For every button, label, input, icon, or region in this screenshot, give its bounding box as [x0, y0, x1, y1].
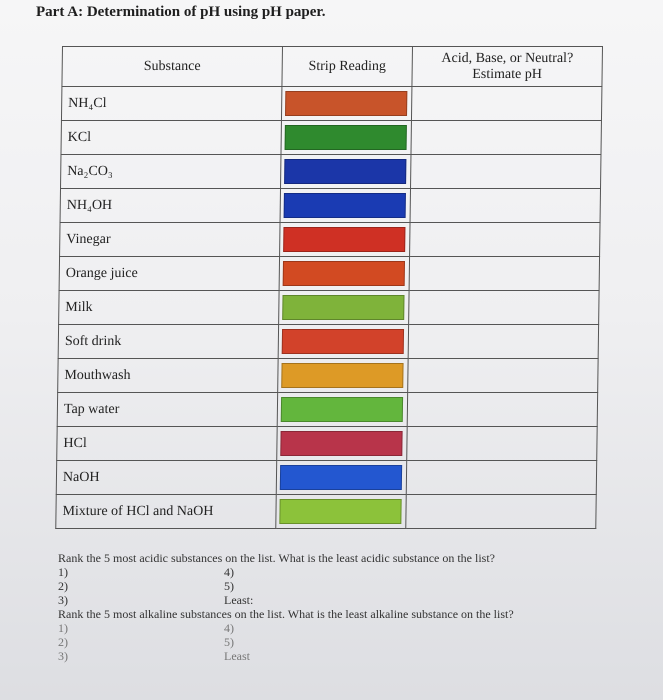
ph-table [55, 46, 603, 529]
ph-strip-swatch [281, 363, 403, 388]
acid-base-header-line1: Acid, Base, or Neutral? [441, 50, 574, 66]
acidic-slot-2: 2) [58, 579, 68, 593]
acidic-least: Least: [224, 593, 254, 607]
substance-cell: KCl [61, 121, 281, 155]
substance-cell: Mixture of HCl and NaOH [56, 495, 276, 529]
strip-reading-cell [281, 87, 411, 121]
table-row [60, 189, 600, 223]
strip-reading-cell [278, 359, 408, 393]
strip-reading-cell [277, 393, 407, 427]
acid-base-answer-cell[interactable] [409, 257, 599, 291]
alkaline-least: Least [224, 649, 250, 663]
acidic-slot-5: 5) [224, 579, 234, 593]
table-row [61, 87, 601, 121]
acidic-slot-3: 3) [58, 593, 68, 607]
acidic-slot-row-1 [58, 565, 618, 579]
acidic-slot-row-3 [58, 593, 618, 607]
acid-base-answer-cell[interactable] [411, 121, 601, 155]
alkaline-slot-row-1 [58, 621, 618, 635]
table-row [58, 325, 598, 359]
ph-strip-swatch [281, 397, 403, 422]
table-row [59, 291, 599, 325]
alkaline-slot-row-3 [58, 649, 618, 663]
ranking-questions [58, 551, 618, 663]
acidic-slot-1: 1) [58, 565, 68, 579]
ph-strip-swatch [283, 227, 405, 252]
acid-base-answer-cell[interactable] [410, 189, 600, 223]
substance-cell: NH₄OH [60, 189, 280, 223]
substance-cell: Milk [59, 291, 279, 325]
substance-header: Substance [62, 47, 283, 87]
ph-strip-swatch [282, 329, 404, 354]
acid-base-answer-cell[interactable] [406, 461, 596, 495]
strip-reading-header: Strip Reading [282, 47, 413, 87]
substance-cell: Vinegar [60, 223, 280, 257]
table-row [58, 359, 598, 393]
alkaline-slot-3: 3) [58, 649, 68, 663]
ph-strip-swatch [279, 499, 401, 524]
strip-reading-cell [278, 325, 408, 359]
alkaline-slot-1: 1) [58, 621, 68, 635]
substance-cell: NH₄Cl [61, 87, 281, 121]
strip-reading-cell [280, 223, 410, 257]
acid-base-answer-cell[interactable] [410, 223, 600, 257]
ph-strip-swatch [283, 261, 405, 286]
substance-cell: NaOH [56, 461, 276, 495]
alkaline-slot-2: 2) [58, 635, 68, 649]
ph-strip-swatch [280, 431, 402, 456]
substance-cell: Mouthwash [58, 359, 278, 393]
acidic-prompt: Rank the 5 most acidic substances on the list. What is the least acidic substance on the list? [58, 551, 496, 565]
strip-reading-cell [276, 461, 406, 495]
table-row [56, 461, 596, 495]
acidic-slot-row-2 [58, 579, 618, 593]
strip-reading-cell [279, 257, 409, 291]
acidic-slot-4: 4) [224, 565, 234, 579]
ph-strip-swatch [284, 159, 406, 184]
table-row [56, 495, 596, 529]
alkaline-slot-5: 5) [224, 635, 234, 649]
acid-base-answer-cell[interactable] [411, 87, 601, 121]
substance-cell: Orange juice [59, 257, 279, 291]
alkaline-prompt: Rank the 5 most alkaline substances on the list. What is the least alkaline substance on the list? [58, 607, 514, 621]
acid-base-answer-cell[interactable] [407, 427, 597, 461]
substance-cell: Tap water [57, 393, 277, 427]
table-row [61, 155, 601, 189]
acid-base-answer-cell[interactable] [406, 495, 596, 529]
table-row [60, 223, 600, 257]
ph-strip-swatch [280, 465, 402, 490]
strip-reading-cell [281, 121, 411, 155]
alkaline-slot-row-2 [58, 635, 618, 649]
strip-reading-cell [280, 189, 410, 223]
acid-base-header-line2: Estimate pH [472, 66, 543, 82]
acid-base-answer-cell[interactable] [409, 291, 599, 325]
strip-reading-cell [281, 155, 411, 189]
acid-base-answer-cell[interactable] [408, 325, 598, 359]
substance-cell: Na₂CO₃ [61, 155, 281, 189]
ph-strip-swatch [285, 125, 407, 150]
substance-cell: Soft drink [58, 325, 278, 359]
acid-base-header [412, 47, 603, 87]
ph-strip-swatch [285, 91, 407, 116]
ph-strip-swatch [282, 295, 404, 320]
strip-reading-cell [276, 495, 406, 529]
table-header-row [62, 47, 603, 87]
acid-base-answer-cell[interactable] [408, 359, 598, 393]
page-heading: Part A: Determination of pH using pH paper. [36, 4, 326, 20]
ph-strip-swatch [284, 193, 406, 218]
table-row [57, 393, 597, 427]
table-row [61, 121, 601, 155]
alkaline-slot-4: 4) [224, 621, 234, 635]
acid-base-answer-cell[interactable] [407, 393, 597, 427]
acid-base-answer-cell[interactable] [411, 155, 601, 189]
substance-cell: HCl [57, 427, 277, 461]
strip-reading-cell [279, 291, 409, 325]
table-row [59, 257, 599, 291]
strip-reading-cell [277, 427, 407, 461]
table-row [57, 427, 597, 461]
